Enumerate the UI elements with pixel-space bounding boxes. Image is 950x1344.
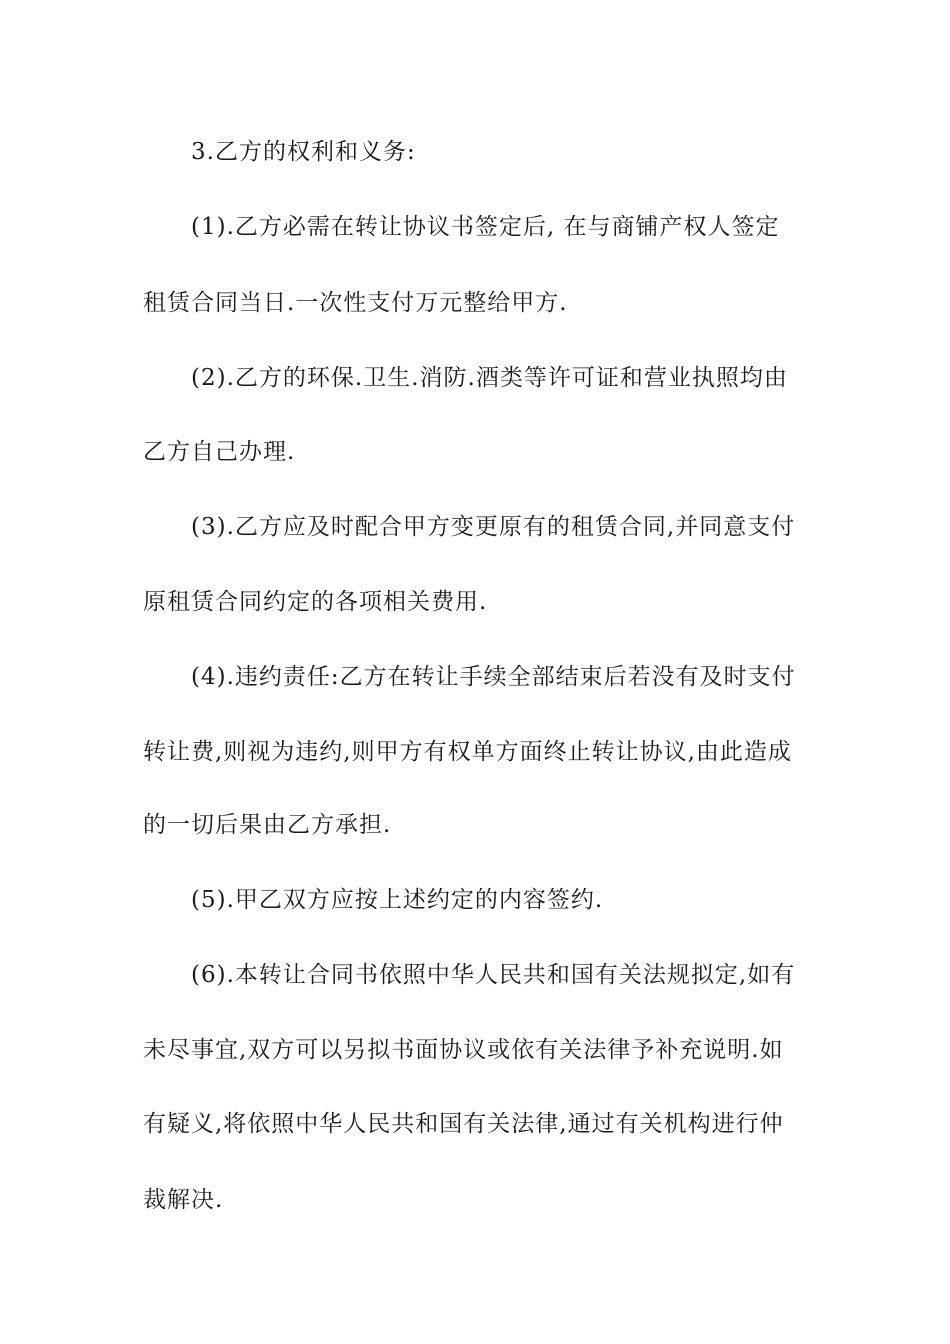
paragraph-line: 裁解决. bbox=[143, 1187, 224, 1213]
paragraph-line: (5).甲乙双方应按上述约定的内容签约. bbox=[191, 887, 604, 913]
paragraph-line: 的一切后果由乙方承担. bbox=[143, 812, 392, 838]
paragraph-line: (6).本转让合同书依照中华人民共和国有关法规拟定,如有 bbox=[191, 962, 796, 988]
paragraph-line: 原租赁合同约定的各项相关费用. bbox=[143, 589, 488, 615]
paragraph-line: (4).违约责任:乙方在转让手续全部结束后若没有及时支付 bbox=[191, 664, 796, 690]
paragraph-line: (2).乙方的环保.卫生.消防.酒类等许可证和营业执照均由 bbox=[191, 365, 788, 391]
paragraph-line: (1).乙方必需在转让协议书签定后, 在与商铺产权人签定 bbox=[191, 214, 780, 240]
paragraph-line: 租赁合同当日.一次性支付万元整给甲方. bbox=[143, 290, 568, 316]
paragraph-line: 转让费,则视为违约,则甲方有权单方面终止转让协议,由此造成 bbox=[143, 739, 792, 765]
paragraph-line: 有疑义,将依照中华人民共和国有关法律,通过有关机构进行仲 bbox=[143, 1111, 784, 1137]
paragraph-line: (3).乙方应及时配合甲方变更原有的租赁合同,并同意支付 bbox=[191, 514, 796, 540]
section-heading: 3.乙方的权利和义务: bbox=[191, 139, 416, 165]
paragraph-line: 乙方自己办理. bbox=[143, 439, 296, 465]
paragraph-line: 未尽事宜,双方可以另拟书面协议或依有关法律予补充说明.如 bbox=[143, 1037, 784, 1063]
